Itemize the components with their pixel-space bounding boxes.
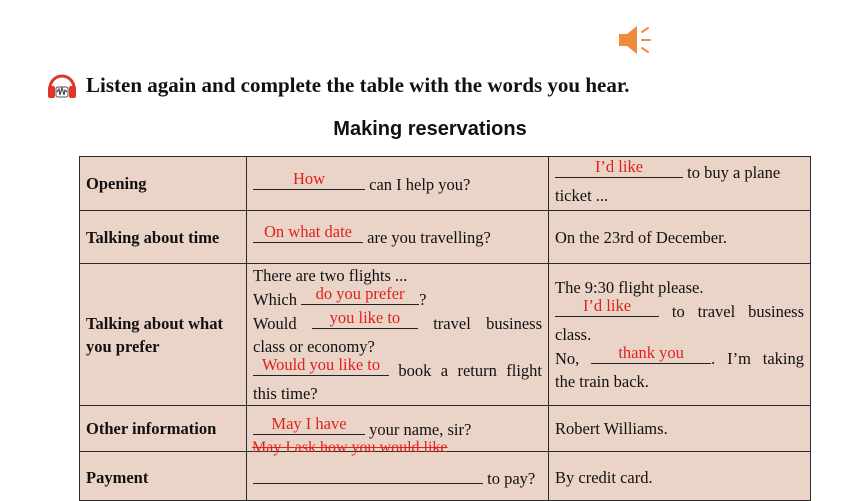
reservation-table <box>79 156 811 501</box>
table-row <box>80 452 811 501</box>
cell-text: Would <box>253 314 312 333</box>
response-cell <box>549 157 811 211</box>
answer-blank[interactable] <box>253 355 389 376</box>
cell-text: can I help you? <box>365 174 471 194</box>
cell-text: The 9:30 flight please. <box>555 278 704 297</box>
cell-text: There are two flights ... <box>253 266 408 285</box>
response-cell: Robert Williams. <box>549 406 811 452</box>
cell-text: your name, sir? <box>365 419 472 439</box>
table-row <box>80 211 811 264</box>
response-cell <box>549 264 811 406</box>
instruction-text: Listen again and complete the table with the words you hear. <box>86 72 630 97</box>
speaker-icon[interactable] <box>615 22 655 58</box>
cell-text: travel business class or economy? <box>253 314 543 356</box>
cell-text: No, <box>555 349 592 368</box>
question-cell <box>247 211 549 264</box>
table-title: Making reservations <box>333 118 527 140</box>
row-label: Other information <box>80 406 247 452</box>
answer-blank[interactable] <box>253 168 365 190</box>
response-cell: By credit card. <box>549 452 811 501</box>
cell-text: to travel business class. <box>555 302 804 344</box>
answer-text: May I have <box>271 413 347 433</box>
table-row <box>80 264 811 406</box>
instruction <box>46 70 630 100</box>
cell-text: to buy a plane ticket ... <box>555 163 781 205</box>
crossed-out-answer: May I ask how you would like <box>252 439 448 456</box>
cell-text: are you travelling? <box>363 228 491 247</box>
row-label: Opening <box>80 157 247 211</box>
answer-blank[interactable] <box>253 466 483 484</box>
question-cell <box>247 406 549 456</box>
answer-blank[interactable] <box>555 296 659 317</box>
question-cell <box>247 157 549 211</box>
answer-blank[interactable] <box>555 157 683 178</box>
row-label: Talking about what you prefer <box>80 264 247 406</box>
answer-blank[interactable] <box>312 308 418 329</box>
cell-text: book a return flight this time? <box>253 361 542 403</box>
answer-text: thank you <box>618 343 684 362</box>
answer-blank[interactable] <box>301 284 419 305</box>
row-label: Payment <box>80 452 247 501</box>
answer-blank[interactable] <box>253 413 365 435</box>
headphones-icon <box>46 70 78 100</box>
table-row <box>80 157 811 211</box>
table-row <box>80 406 811 452</box>
answer-blank[interactable] <box>591 343 711 364</box>
cell-text: Which <box>253 290 302 309</box>
answer-text: On what date <box>264 222 352 241</box>
answer-text: How <box>292 168 326 188</box>
answer-text: I’d like <box>594 157 644 176</box>
cell-text: ? <box>419 290 427 309</box>
answer-text: you like to <box>329 308 401 327</box>
question-cell <box>247 452 549 501</box>
row-label: Talking about time <box>80 211 247 264</box>
cell-text: . I’m taking the train back. <box>555 349 804 391</box>
question-cell <box>247 264 549 406</box>
answer-text: Would you like to <box>261 355 381 374</box>
response-cell: On the 23rd of December. <box>549 211 811 264</box>
answer-text: I’d like <box>582 296 632 315</box>
answer-text: do you prefer <box>315 284 405 303</box>
cell-text: to pay? <box>483 469 536 488</box>
answer-blank[interactable] <box>253 222 363 243</box>
